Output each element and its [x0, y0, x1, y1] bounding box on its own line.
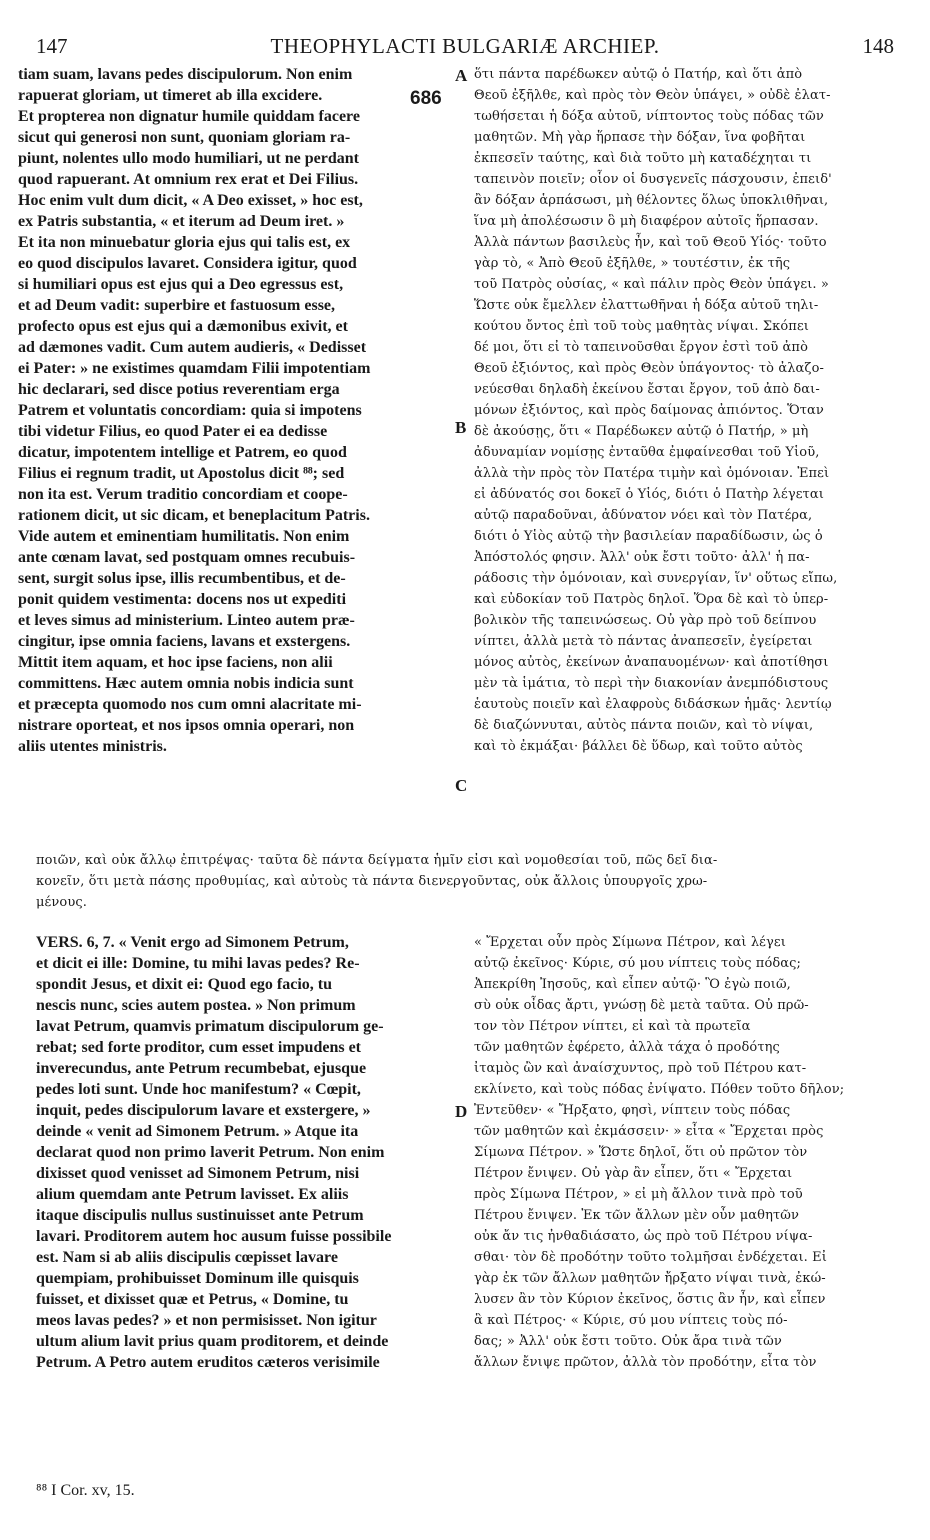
- text-line: ponit quidem vestimenta: docens nos ut expediti: [18, 591, 347, 608]
- text-line: ad dæmones vadit. Cum autem audieris, « Dedisset: [18, 339, 367, 356]
- text-line: lavari. Proditorem autem hoc ausum fuisse possibile: [36, 1228, 392, 1245]
- page-number-right: 148: [862, 34, 894, 58]
- text-line: Ἀπόστολός φησιν. Ἀλλ' οὐκ ἔστι τοῦτο· ἀλλ' ἡ πα-: [474, 550, 810, 565]
- text-line: Ὥστε οὐκ ἔμελλεν ἐλαττωθῆναι ἡ δόξα αὐτοῦ τηλι-: [474, 298, 819, 313]
- text-line: Patrem et voluntatis concordiam: quia si impotens: [18, 402, 362, 419]
- text-line: Πέτρου ἔνιψεν. Ἐκ τῶν ἄλλων μὲν οὖν μαθητῶν: [474, 1208, 799, 1223]
- text-line: τον τὸν Πέτρον νίπτει, εἰ καὶ τὰ πρωτεῖα: [474, 1019, 751, 1034]
- text-line: Θεοῦ ἐξῆλθε, καὶ πρὸς τὸν Θεὸν ὑπάγει, » οὐδὲ ἐλατ-: [474, 88, 831, 103]
- text-line: Vide autem et eminentiam humilitatis. Non enim: [18, 528, 350, 545]
- column-number: 686: [410, 88, 442, 109]
- text-line: νίπτει, ἀλλὰ μετὰ τὸ πάντας ἀναπεσεῖν, ἐγείρεται: [474, 634, 813, 649]
- section-marker-b: B: [455, 418, 467, 437]
- running-title: THEOPHYLACTI BULGARIÆ ARCHIEP.: [270, 34, 660, 58]
- text-line: ἄλλων ἔνιψε πρῶτον, ἀλλὰ τὸν προδότην, εἶτα τὸν: [474, 1355, 817, 1370]
- text-line: αὐτῷ ἐκεῖνος· Κύριε, σύ μου νίπτεις τοὺς πόδας;: [474, 956, 802, 971]
- text-line: σθαι· τὸν δὲ προδότην τοῦτο τολμῆσαι ἐνδέχεται. Εἰ: [474, 1250, 827, 1265]
- text-line: cingitur, ipse omnia faciens, lavans et exstergens.: [18, 633, 351, 650]
- text-line: Mittit item aquam, et hoc ipse faciens, non alii: [18, 654, 333, 671]
- text-line: rapuerat gloriam, ut timeret ab illa excidere.: [18, 87, 323, 104]
- text-line: Hoc enim vult dum dicit, « A Deo exisset, » hoc est,: [18, 192, 363, 209]
- text-line: committens. Hæc autem omnia nobis indicia sunt: [18, 675, 354, 692]
- text-line: μένους.: [36, 895, 87, 910]
- text-line: aliis utentes ministris.: [18, 738, 167, 755]
- text-line: « Ἔρχεται οὖν πρὸς Σίμωνα Πέτρον, καὶ λέγει: [474, 935, 786, 950]
- section-marker-a: A: [455, 66, 468, 85]
- text-line: fuisset, et dixisset quæ et Petrus, « Domine, tu: [36, 1291, 349, 1308]
- text-line: κονεῖν, ὅτι μετὰ πάσης προθυμίας, καὶ αὐτοὺς τὰ πάντα διενεργοῦντας, οὐκ ἄλλοις ὑπουργοῖς χρω-: [36, 874, 708, 889]
- text-line: ultum alium lavit prius quam proditorem, et deinde: [36, 1333, 389, 1350]
- text-line: γὰρ τὸ, « Ἀπὸ Θεοῦ ἐξῆλθε, » τουτέστιν, ἐκ τῆς: [474, 256, 791, 271]
- text-line: καὶ εὐδοκίαν τοῦ Πατρὸς δηλοῖ. Ὅρα δὲ καὶ τὸ ὑπερ-: [474, 592, 829, 607]
- text-line: dixisset quod venisset ad Simonem Petrum, nisi: [36, 1165, 360, 1182]
- text-line: spondit Jesus, et dixit ei: Quod ego facio, tu: [36, 976, 333, 993]
- text-line: ὅτι πάντα παρέδωκεν αὐτῷ ὁ Πατήρ, καὶ ὅτι ἀπὸ: [474, 67, 803, 82]
- text-line: alium quemdam ante Petrum lavisset. Ex aliis: [36, 1186, 349, 1203]
- text-line: rebat; sed forte proditor, cum esset impudens et: [36, 1039, 362, 1056]
- text-line: μόνων ἐξιόντος, καὶ πρὸς δαίμονας ἀπιόντος. Ὅταν: [474, 403, 824, 418]
- text-line: νεύεσθαι δηλαδὴ ἐκείνου ἔσται ἔργον, τοῦ ἀπὸ δαι-: [474, 382, 820, 397]
- text-line: nescis nunc, scies autem postea. » Non primum: [36, 997, 356, 1014]
- text-line: et præcepta quomodo nos cum omni alacritate mi-: [18, 696, 362, 713]
- text-line: γὰρ ἐκ τῶν ἄλλων μαθητῶν ἤρξατο νίψαι τινὰ, ἐκώ-: [474, 1271, 826, 1286]
- text-line: et leves simus ad ministerium. Linteo autem præ-: [18, 612, 355, 629]
- text-line: λυσεν ἂν τὸν Κύριον ἐκεῖνος, ὅστις ἂν ἦν, καὶ εἶπεν: [474, 1292, 826, 1307]
- latin-column-top: [18, 64, 466, 757]
- footnote: ⁸⁸ I Cor. xv, 15.: [36, 1482, 135, 1499]
- text-line: δέ μοι, ὅτι εἰ τὸ ταπεινοῦσθαι ἔργον ἐστὶ τοῦ ἀπὸ: [474, 340, 809, 355]
- text-line: ex Patris substantia, « et iterum ad Deum iret. »: [18, 213, 345, 230]
- text-line: ἂν δόξαν ἁρπάσωσι, μὴ θέλοντες ὅλως ὑποκλιθῆναι,: [474, 193, 829, 208]
- text-line: quempiam, prohibuisset Dominum ille quisquis: [36, 1270, 359, 1287]
- text-line: Petrum. A Petro autem eruditos cæteros verisimile: [36, 1354, 380, 1371]
- text-line: eo quod discipulos lavaret. Considera igitur, quod: [18, 255, 357, 272]
- text-line: VERS. 6, 7. « Venit ergo ad Simonem Petrum,: [36, 934, 349, 951]
- text-line: Filius ei regnum tradit, ut Apostolus dicit ⁸⁸; sed: [18, 465, 345, 482]
- greek-full-width-paragraph: [36, 850, 906, 913]
- text-line: ἐκπεσεῖν ταύτης, καὶ διὰ τοῦτο μὴ καταδέχηται τι: [474, 151, 812, 166]
- text-line: εἰ ἀδύνατός σοι δοκεῖ ὁ Υἱός, διότι ὁ Πατὴρ λέγεται: [474, 487, 824, 502]
- greek-column-bottom: [474, 932, 910, 1373]
- text-line: Πέτρον ἔνιψεν. Οὐ γὰρ ἂν εἶπεν, ὅτι « Ἔρχεται: [474, 1166, 793, 1181]
- text-line: οὐκ ἄν τις ἠνθαδιάσατο, ὡς πρὸ τοῦ Πέτρου νίψα-: [474, 1229, 813, 1244]
- section-marker-d: D: [455, 1102, 468, 1121]
- text-line: ἑαυτοὺς ποιεῖν καὶ ἐλαφροὺς διδάσκων ἡμᾶς· λεντίῳ: [474, 697, 832, 712]
- text-line: Ἐντεῦθεν· « Ἤρξατο, φησὶ, νίπτειν τοὺς πόδας: [474, 1103, 791, 1118]
- text-line: ποιῶν, καὶ οὐκ ἄλλῳ ἐπιτρέψας· ταῦτα δὲ πάντα δείγματα ἡμῖν εἰσι καὶ νομοθεσίαι τοῦ, πῶς δεῖ δια-: [36, 853, 718, 868]
- text-line: Θεοῦ ἐξιόντος, καὶ πρὸς Θεὸν ὑπάγοντος· τὸ ἀλαζο-: [474, 361, 824, 376]
- text-line: μὲν τὰ ἱμάτια, τὸ περὶ τὴν διακονίαν ἀνεμπόδιστους: [474, 676, 829, 691]
- text-line: Σίμωνα Πέτρον. » Ὥστε δηλοῖ, ὅτι οὐ πρῶτον τὸν: [474, 1145, 808, 1160]
- text-line: hic declarari, sed disce potius reverentiam erga: [18, 381, 340, 398]
- text-line: καὶ τὸ ἐκμάξαι· βάλλει δὲ ὕδωρ, καὶ τοῦτο αὐτὸς: [474, 739, 803, 754]
- text-line: Ἀπεκρίθη Ἰησοῦς, καὶ εἶπεν αὐτῷ· Ὃ ἐγὼ ποιῶ,: [474, 977, 791, 992]
- text-line: quod rapuerant. At omnium rex erat et Dei Filius.: [18, 171, 359, 188]
- text-line: ἀλλὰ τὴν πρὸς τὸν Πατέρα τιμὴν καὶ ὁμόνοιαν. Ἐπεὶ: [474, 466, 830, 481]
- text-line: inverecundus, ante Petrum recumbebat, ejusque: [36, 1060, 367, 1077]
- page-number-left: 147: [36, 34, 68, 58]
- text-line: τῶν μαθητῶν ἐφέρετο, ἀλλὰ τάχα ὁ προδότης: [474, 1040, 780, 1055]
- text-line: sent, surgit solus ipse, illis recumbentibus, et de-: [18, 570, 346, 587]
- text-line: tibi videtur Filius, eo quod Pater ei ea dedisse: [18, 423, 328, 440]
- section-marker-c: C: [455, 776, 468, 795]
- text-line: meos lavas pedes? » et non permisisset. Non igitur: [36, 1312, 377, 1329]
- text-line: μαθητῶν. Μὴ γὰρ ἥρπασε τὴν δόξαν, ἵνα φοβῆται: [474, 130, 806, 145]
- text-line: dicatur, impotentem intellige et Patrem, eo quod: [18, 444, 347, 461]
- text-line: σὺ οὐκ οἶδας ἄρτι, γνώσῃ δὲ μετὰ ταῦτα. Οὐ πρῶ-: [474, 998, 809, 1013]
- text-line: κούτου ὄντος ἐπὶ τοῦ τοὺς μαθητὰς νίψαι. Σκόπει: [474, 319, 809, 334]
- text-line: πρὸς Σίμωνα Πέτρον, » εἰ μὴ ἄλλον τινὰ πρὸ τοῦ: [474, 1187, 803, 1202]
- text-line: δὲ ἀκούσῃς, ὅτι « Παρέδωκεν αὐτῷ ὁ Πατήρ, » μὴ: [474, 424, 809, 439]
- text-line: ἰταμὸς ὢν καὶ ἀναίσχυντος, πρὸ τοῦ Πέτρου κατ-: [474, 1061, 807, 1076]
- text-line: piunt, nolentes ullo modo humiliari, ut ne perdant: [18, 150, 359, 167]
- text-line: deinde « venit ad Simonem Petrum. » Atque ita: [36, 1123, 359, 1140]
- text-line: ράδοσις τὴν ὁμόνοιαν, καὶ συνεργίαν, ἵν' οὕτως εἴπω,: [474, 571, 838, 586]
- text-line: τοῦ Πατρὸς οὐσίας, « καὶ πάλιν πρὸς Θεὸν ὑπάγει. »: [474, 277, 829, 292]
- latin-column-bottom: [36, 932, 466, 1373]
- text-line: δὲ διαζώννυται, αὐτὸς πάντα ποιῶν, καὶ τὸ νίψαι,: [474, 718, 814, 733]
- text-line: ἀδυναμίαν νομίσῃς ἐνταῦθα ἐμφαίνεσθαι τοῦ Υἱοῦ,: [474, 445, 820, 460]
- text-line: et ad Deum vadit: superbire et fastuosum esse,: [18, 297, 336, 314]
- text-line: ἃ καὶ Πέτρος· « Κύριε, σύ μου νίπτεις τοὺς πό-: [474, 1313, 788, 1328]
- text-line: τῶν μαθητῶν καὶ ἐκμάσσειν· » εἶτα « Ἔρχεται πρὸς: [474, 1124, 824, 1139]
- text-line: profecto opus est ejus qui a dæmonibus exivit, et: [18, 318, 348, 335]
- text-line: δας; » Ἀλλ' οὐκ ἔστι τοῦτο. Οὐκ ἄρα τινὰ τῶν: [474, 1334, 782, 1349]
- text-line: Et propterea non dignatur humile quiddam facere: [18, 108, 360, 125]
- text-line: ante cœnam lavat, sed postquam omnes recubuis-: [18, 549, 356, 566]
- greek-column-top: [474, 64, 910, 757]
- text-line: et dicit ei ille: Domine, tu mihi lavas pedes? Re-: [36, 955, 360, 972]
- text-line: αὐτῷ παραδοῦναι, ἀδύνατον νόει καὶ τὸν Πατέρα,: [474, 508, 813, 523]
- text-line: lavat Petrum, quamvis primatum discipulorum ge-: [36, 1018, 384, 1035]
- text-line: εκλίνετο, καὶ τοὺς πόδας ἐνίψατο. Πόθεν τοῦτο δῆλον;: [474, 1082, 845, 1097]
- text-line: inquit, pedes discipulorum lavare et exstergere, »: [36, 1102, 371, 1119]
- text-line: itaque discipulis nullus sustinuisset ante Petrum: [36, 1207, 364, 1224]
- text-line: ταπεινὸν ποιεῖν; οἷον οἱ δυσγενεῖς πάσχουσιν, ἐπειδ': [474, 172, 832, 187]
- text-line: non ita est. Verum traditio concordiam et coope-: [18, 486, 348, 503]
- text-line: sicut qui generosi non sunt, quoniam gloriam ra-: [18, 129, 351, 146]
- text-line: ἵνα μὴ ἀπολέσωσιν ὃ μὴ διαφέρον αὐτοῖς ἥρπασαν.: [474, 214, 819, 229]
- text-line: pedes loti sunt. Unde hoc manifestum? « Cœpit,: [36, 1081, 361, 1098]
- text-line: τωθήσεται ἡ δόξα αὐτοῦ, νίπτοντος τοὺς πόδας τῶν: [474, 109, 824, 124]
- text-line: si humiliari opus est ejus qui a Deo egressus est,: [18, 276, 344, 293]
- text-line: declarat quod non primo laverit Petrum. Non enim: [36, 1144, 385, 1161]
- text-line: nistrare oporteat, et nos ipsos omnia operari, non: [18, 717, 355, 734]
- text-line: βολικὸν τῆς ταπεινώσεως. Οὐ γὰρ πρὸ τοῦ δείπνου: [474, 613, 817, 628]
- text-line: διότι ὁ Υἱὸς αὐτῷ τὴν βασιλείαν παραδίδωσιν, ὡς ὁ: [474, 529, 823, 544]
- text-line: μόνος αὐτὸς, ἐκείνων ἀναπαυομένων· καὶ ἀποτίθησι: [474, 655, 829, 670]
- text-line: est. Nam si ab aliis discipulis cœpisset lavare: [36, 1249, 338, 1266]
- text-line: Ἀλλὰ πάντων βασιλεὺς ἦν, καὶ τοῦ Θεοῦ Υἱός· τοῦτο: [474, 235, 827, 250]
- text-line: tiam suam, lavans pedes discipulorum. Non enim: [18, 66, 353, 83]
- text-line: rationem dicit, ut sic dicam, et beneplacitum Patris.: [18, 507, 370, 524]
- text-line: ei Pater: » ne existimes quamdam Filii impotentiam: [18, 360, 371, 377]
- text-line: Et ita non minuebatur gloria ejus qui talis est, ex: [18, 234, 351, 251]
